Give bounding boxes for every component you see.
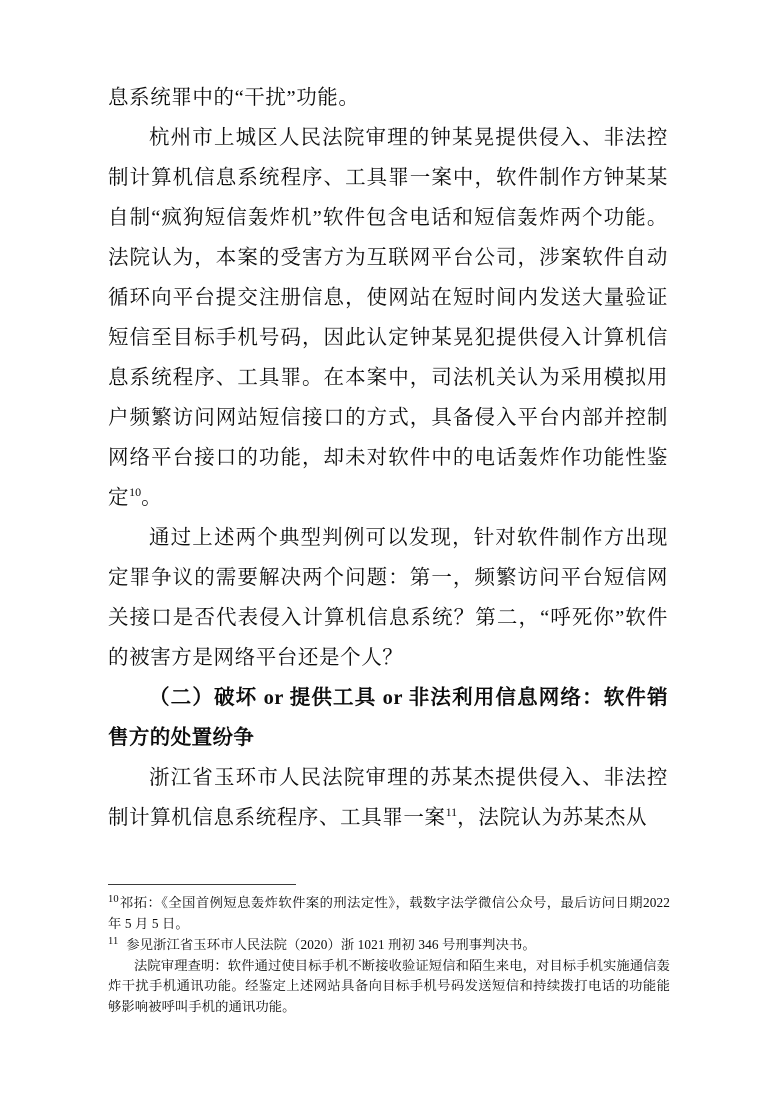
footnote-11 <box>108 935 670 956</box>
footnote-area <box>108 893 670 1017</box>
paragraph-4 <box>108 758 668 838</box>
footnote-separator <box>108 884 296 885</box>
section-heading: （二）破坏 or 提供工具 or 非法利用信息网络：软件销售方的处置纷争 <box>108 687 668 749</box>
paragraph-3: 通过上述两个典型判例可以发现，针对软件制作方出现定罪争议的需要解决两个问题：第一，频繁访问平台短信网关接口是否代表侵入计算机信息系统？第二，“呼死你”软件的被害方是网络平台还是个人？ <box>108 527 668 669</box>
footnote-11-subtext: 法院审理查明：软件通过使目标手机不断接收验证短信和陌生来电，对目标手机实施通信轰炸干扰手机通讯功能。经鉴定上述网站具备向目标手机号码发送短信和持续拨打电话的功能能够影响被呼叫手机的通讯功能。 <box>108 957 670 1014</box>
paragraph-2 <box>108 118 668 518</box>
footnote-10-text: 祁拓：《全国首例短息轰炸软件案的刑法定性》，载数字法学微信公众号，最后访问日期2022 年 5 月 5 日。 <box>108 895 670 931</box>
footnote-10-number: 10 <box>108 893 119 905</box>
footnote-ref-11[interactable]: 11 <box>445 805 458 820</box>
paragraph-4-text: 浙江省玉环市人民法院审理的苏某杰提供侵入、非法控制计算机信息系统程序、工具罪一案 <box>108 767 668 829</box>
footnote-11-number: 11 <box>108 935 119 947</box>
footnote-11-text: 参见浙江省玉环市人民法院（2020）浙 1021 刑初 346 号刑事判决书。 <box>126 937 536 952</box>
paragraph-4-tail: ，法院认为苏某杰从 <box>457 807 648 829</box>
footnote-10 <box>108 893 670 934</box>
footnote-ref-10[interactable]: 10 <box>129 485 142 500</box>
paragraph-2-text: 杭州市上城区人民法院审理的钟某晃提供侵入、非法控制计算机信息系统程序、工具罪一案中，软件制作方钟某某自制“疯狗短信轰炸机”软件包含电话和短信轰炸两个功能。法院认为，本案的受害方为互联网平台公司，涉案软件自动循环向平台提交注册信息，使网站在短时间内发送大量验证短信至目标手机号码，因此认定钟某晃犯提供侵入计算机信息系统程序、工具罪。在本案中，司法机关认为采用模拟用户频繁访问网站短信接口的方式，具备侵入平台内部并控制网络平台接口的功能，却未对软件中的电话轰炸作功能性鉴定 <box>108 127 668 509</box>
page-body <box>108 78 668 838</box>
paragraph-1: 息系统罪中的“干扰”功能。 <box>108 87 360 109</box>
paragraph-2-tail: 。 <box>141 487 163 509</box>
